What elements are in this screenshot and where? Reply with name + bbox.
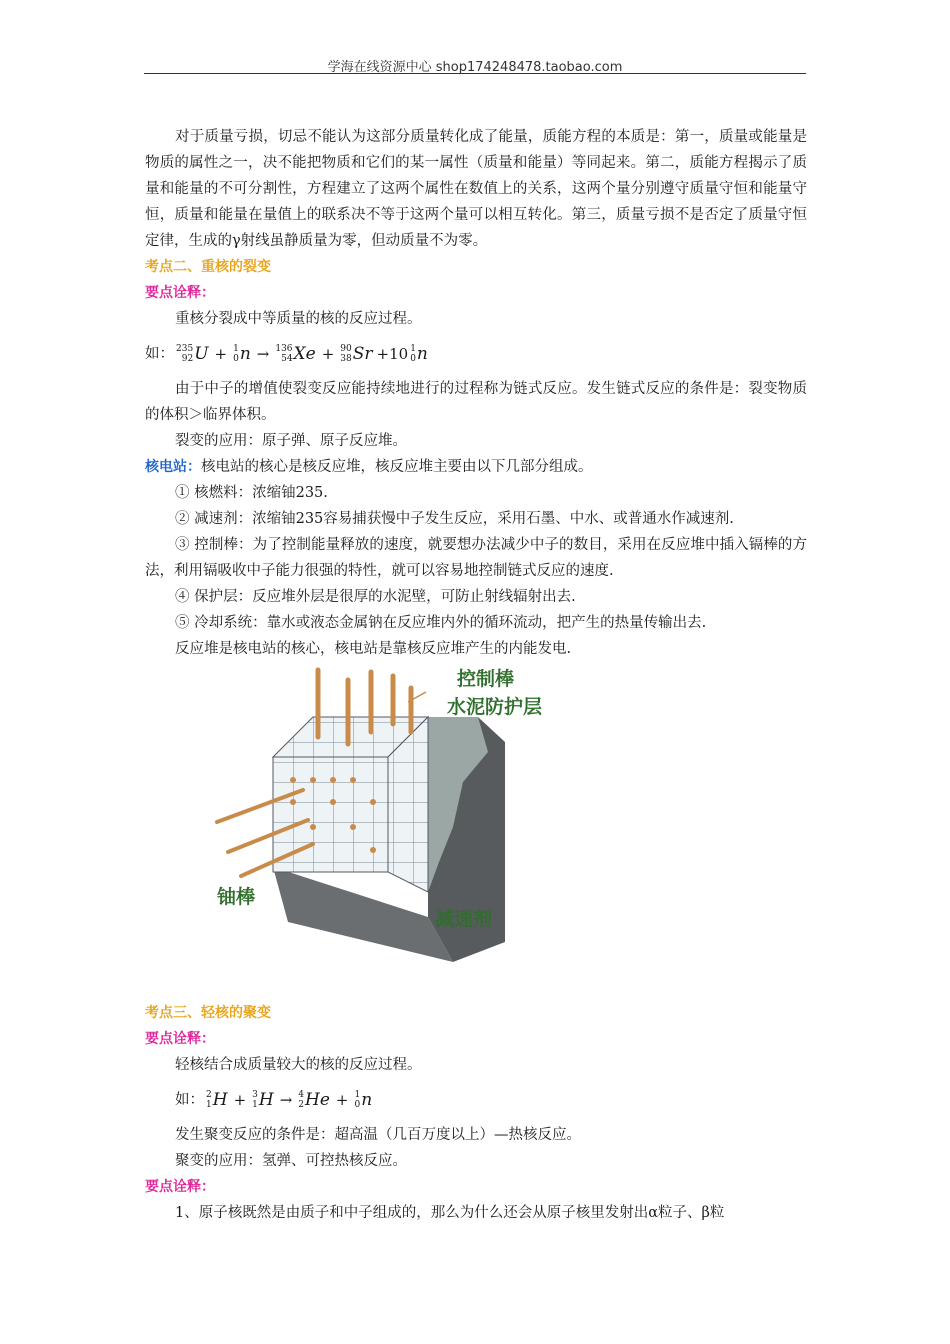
plus-sign: + [335, 1091, 349, 1109]
fission-definition: 重核分裂成中等质量的核的反应过程。 [175, 311, 422, 327]
nuclide-u235: 235 92 U [176, 344, 209, 364]
page-header: 学海在线资源中心 shop174248478.taobao.com [327, 60, 623, 75]
nuclide-h3: 3 1 H [252, 1090, 274, 1110]
nuclide-xe136: 136 54 Xe [275, 344, 316, 364]
label-concrete-shield: 水泥防护层 [447, 696, 543, 718]
label-moderator: 减速剂 [435, 908, 493, 930]
chain-reaction-paragraph: 由于中子的增值使裂变反应能持续地进行的过程称为链式反应。发生链式反应的条件是：裂变物质的体积＞临界体积。 [145, 381, 807, 423]
fission-equation [145, 332, 807, 376]
neutron-coefficient: +10 [376, 345, 409, 363]
section2-title: 考点二、重核的裂变 [145, 259, 271, 275]
nuclide-neutron: 1 0 n [233, 344, 251, 364]
power-plant-line: 核电站：核电站的核心是核反应堆，核反应堆主要由以下几部分组成。 [145, 459, 593, 475]
nuclide-sr90: 90 38 Sr [340, 344, 373, 364]
nuclide-h2: 2 1 H [206, 1090, 228, 1110]
fission-applications: 裂变的应用：原子弹、原子反应堆。 [175, 433, 407, 449]
plus-sign: + [233, 1091, 247, 1109]
power-plant-label: 核电站： [145, 459, 201, 475]
reactor-item: ① 核燃料：浓缩铀235. [175, 485, 328, 501]
fusion-applications: 聚变的应用：氢弹、可控热核反应。 [175, 1153, 407, 1169]
plus-sign: + [214, 345, 228, 363]
reactor-item: ③ 控制棒：为了控制能量释放的速度，就要想办法减少中子的数目，采用在反应堆中插入镉棒的方法，利用镉吸收中子能力很强的特性，就可以容易地控制链式反应的速度. [145, 537, 807, 579]
section3-subtitle: 要点诠释： [145, 1031, 215, 1047]
plus-sign: + [321, 345, 335, 363]
reactor-item: ② 减速剂：浓缩铀235容易捕获慢中子发生反应，采用石墨、中水、或普通水作减速剂. [175, 511, 734, 527]
arrow: → [279, 1091, 293, 1109]
reactor-item: ④ 保护层：反应堆外层是很厚的水泥壁，可防止射线辐射出去. [175, 589, 576, 605]
header-rule [144, 73, 806, 74]
arrow: → [256, 345, 270, 363]
section3-subtitle-2: 要点诠释： [145, 1179, 215, 1195]
label-control-rod: 控制棒 [457, 668, 515, 690]
fusion-definition: 轻核结合成质量较大的核的反应过程。 [175, 1057, 422, 1073]
section3-title: 考点三、轻核的聚变 [145, 1005, 271, 1021]
fusion-condition: 发生聚变反应的条件是：超高温（几百万度以上）—热核反应。 [175, 1127, 581, 1143]
question-paragraph: 1、原子核既然是由质子和中子组成的，那么为什么还会从原子核里发射出α粒子、β粒 [175, 1205, 725, 1221]
eq-lead: 如： [175, 1092, 204, 1108]
nuclide-neutron: 1 0 n [354, 1090, 373, 1110]
content [145, 124, 807, 1226]
section2-subtitle: 要点诠释： [145, 285, 215, 301]
nuclide-neutron-product: 1 0 n [410, 344, 428, 364]
intro-paragraph: 对于质量亏损，切忌不能认为这部分质量转化成了能量，质能方程的本质是：第一，质量或能量是物质的属性之一，决不能把物质和它们的某一属性（质量和能量）等同起来。第二，质能方程揭示了质量和能量的不可分割性，方程建立了这两个属性在数值上的关系，这两个量分别遵守质量守恒和能量守恒，质量和能量在量值上的联系决不等于这两个量可以相互转化。第三，质量亏损不是否定了质量守恒定律，生成的γ射线虽静质量为零，但动质量不为零。 [145, 129, 807, 249]
fusion-equation [145, 1078, 807, 1122]
reactor-figure [145, 662, 807, 1000]
eq-lead: 如： [145, 346, 174, 362]
reactor-core-sentence: 反应堆是核电站的核心，核电站是靠核反应堆产生的内能发电. [175, 641, 572, 657]
label-uranium-rod: 铀棒 [217, 886, 256, 908]
nuclide-he4: 4 2 He [298, 1090, 330, 1110]
reactor-item: ⑤ 冷却系统：靠水或液态金属钠在反应堆内外的循环流动，把产生的热量传输出去. [175, 615, 707, 631]
